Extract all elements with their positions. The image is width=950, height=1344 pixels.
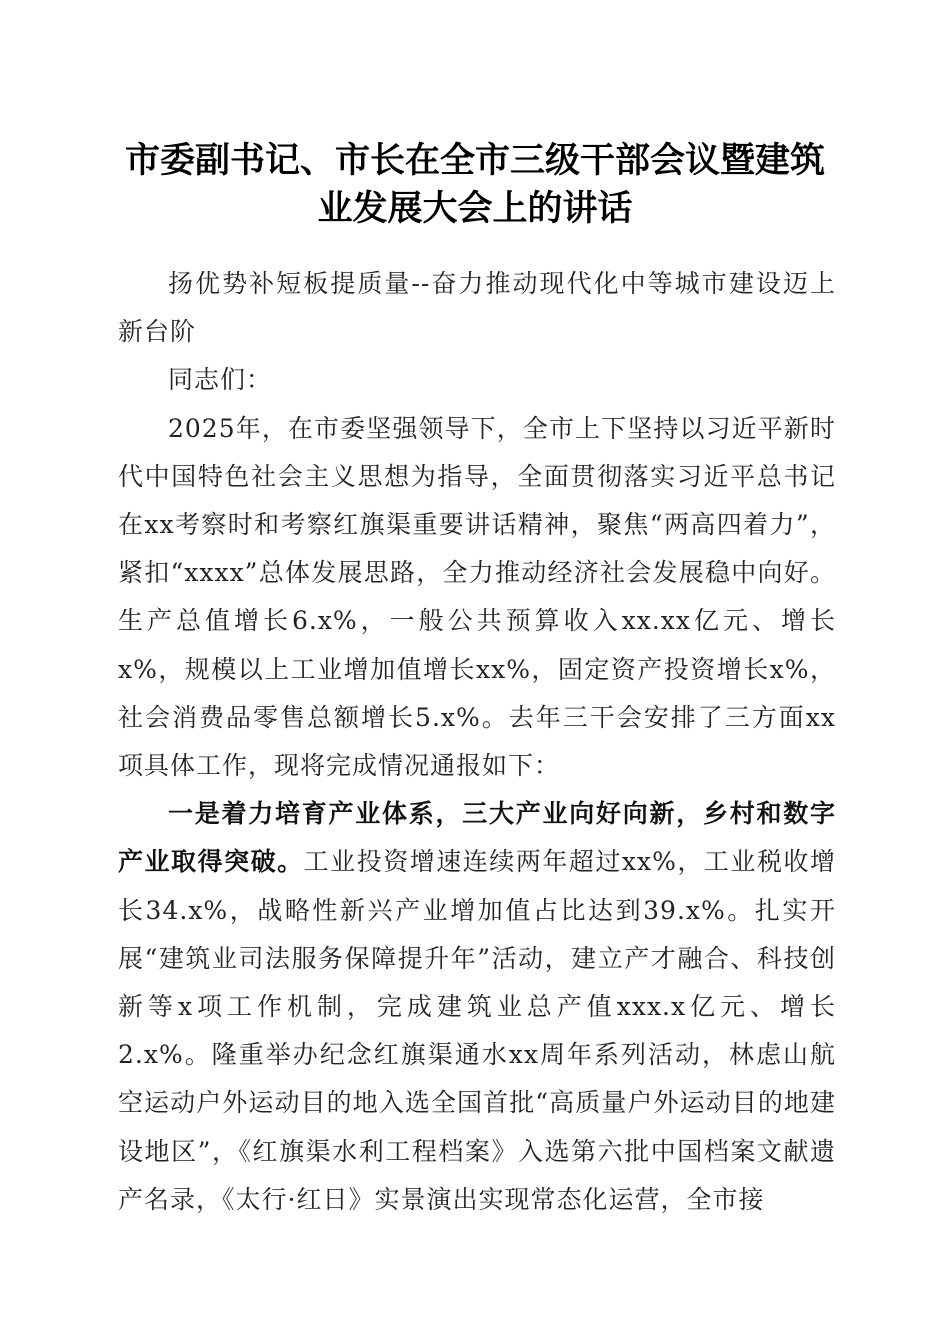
salutation-paragraph: 同志们： — [168, 365, 273, 395]
paragraph-2-body: 工业投资增速连续两年超过xx%，工业税收增长34.x%，战略性新兴产业增加值占比达到39.x%。扎实开展“建筑业司法服务保障提升年”活动，建立产才融合、科技创新等x项工作机制，完成建筑业总产值xxx.x亿元、增长2.x%。隆重举办纪念红旗渠通水xx周年系列活动，林虑山航空运动户外运动目的地入选全国首批“高质量户外运动目的地建设地区”，《红旗渠水利工程档案》入选第六批中国档案文献遗产名录，《太行·红日》实景演出实现常态化运营，全市接 — [118, 847, 836, 1214]
subtitle-paragraph: 扬优势补短板提质量--奋力推动现代化中等城市建设迈上新台阶 — [118, 269, 836, 347]
paragraph-2-lead: 一是着力培育产业体系，三大产业向好向新，乡村和数字产业取得突破。 — [118, 799, 836, 877]
body-paragraph-1: 2025年，在市委坚强领导下，全市上下坚持以习近平新时代中国特色社会主义思想为指导，全面贯彻落实习近平总书记在xx考察时和考察红旗渠重要讲话精神，聚焦“两高四着力”，紧扣“xxxx”总体发展思路，全力推动经济社会发展稳中向好。生产总值增长6.x%，一般公共预算收入xx.xx亿元、增长x%，规模以上工业增加值增长xx%，固定资产投资增长x%，社会消费品零售总额增长5.x%。去年三干会安排了三方面xx项具体工作，现将完成情况通报如下： — [118, 413, 836, 781]
document-title-line-1: 市委副书记、市长在全市三级干部会议暨建筑 — [124, 140, 825, 181]
document-title-line-2: 业发展大会上的讲话 — [317, 188, 633, 229]
document-body — [118, 260, 836, 1224]
body-paragraph-2 — [118, 790, 836, 1224]
